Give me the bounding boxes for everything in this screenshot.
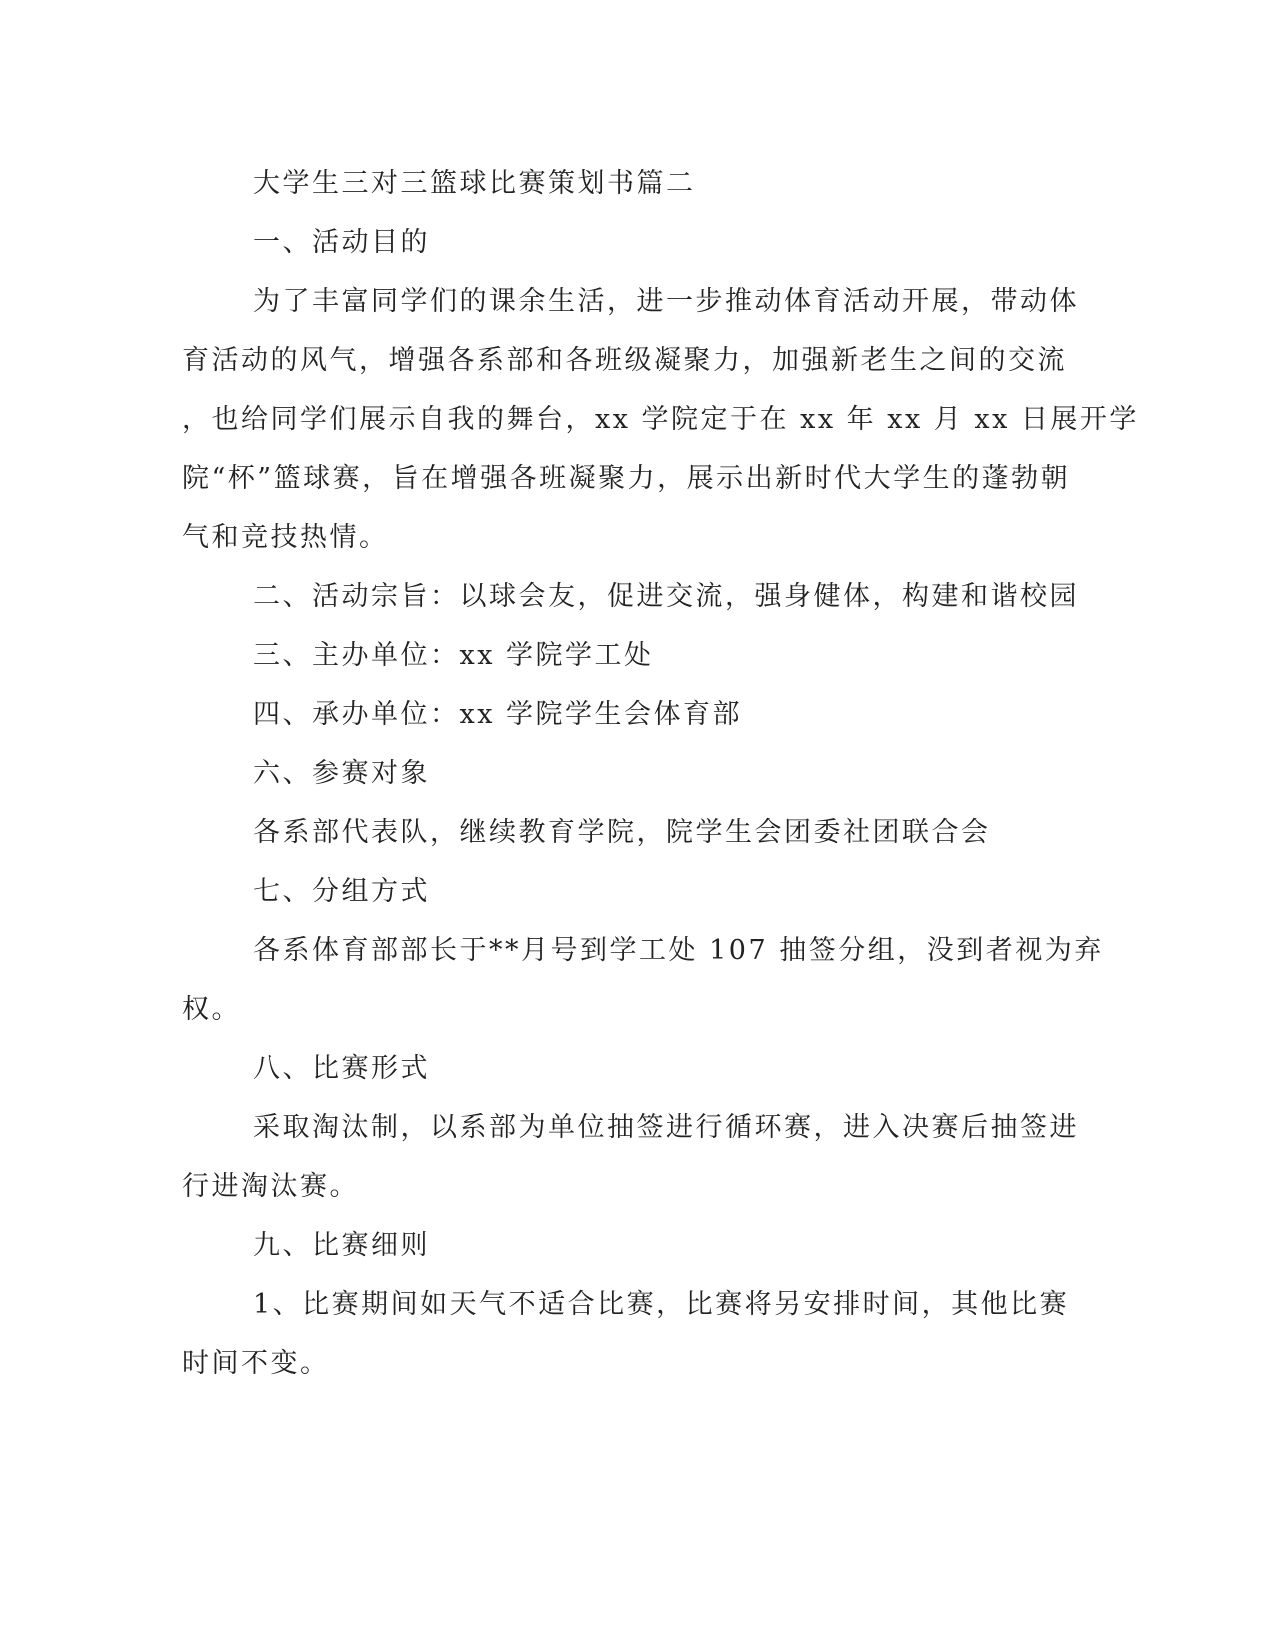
paragraph-line: 1、比赛期间如天气不适合比赛，比赛将另安排时间，其他比赛: [253, 1289, 1070, 1320]
document-body: [182, 154, 1139, 1393]
paragraph-line: ，也给同学们展示自我的舞台，xx 学院定于在 xx 年 xx 月 xx 日展开学: [182, 404, 1139, 435]
section-heading: 七、分组方式: [253, 876, 430, 907]
document-title: 大学生三对三篮球比赛策划书篇二: [253, 168, 696, 199]
section-heading: 八、比赛形式: [253, 1053, 430, 1084]
section-heading: 三、主办单位：xx 学院学工处: [253, 640, 654, 671]
paragraph-line: 时间不变。: [182, 1348, 330, 1379]
paragraph-line: 育活动的风气，增强各系部和各班级凝聚力，加强新老生之间的交流: [182, 345, 1067, 376]
paragraph-line: 采取淘汰制，以系部为单位抽签进行循环赛，进入决赛后抽签进: [253, 1112, 1079, 1143]
section-heading: 四、承办单位：xx 学院学生会体育部: [253, 699, 743, 730]
section-heading: 一、活动目的: [253, 227, 430, 258]
paragraph-line: 为了丰富同学们的课余生活，进一步推动体育活动开展，带动体: [253, 286, 1079, 317]
paragraph-line: 各系部代表队，继续教育学院，院学生会团委社团联合会: [253, 817, 991, 848]
paragraph-line: 院“杯”篮球赛，旨在增强各班凝聚力，展示出新时代大学生的蓬勃朝: [182, 463, 1071, 494]
paragraph-line: 各系体育部部长于**月号到学工处 107 抽签分组，没到者视为弃: [253, 935, 1104, 966]
section-heading: 六、参赛对象: [253, 758, 430, 789]
paragraph-line: 行进淘汰赛。: [182, 1171, 359, 1202]
section-heading: 九、比赛细则: [253, 1230, 430, 1261]
paragraph-line: 权。: [182, 994, 241, 1025]
section-heading: 二、活动宗旨：以球会友，促进交流，强身健体，构建和谐校园: [253, 581, 1079, 612]
paragraph-line: 气和竞技热情。: [182, 522, 389, 553]
